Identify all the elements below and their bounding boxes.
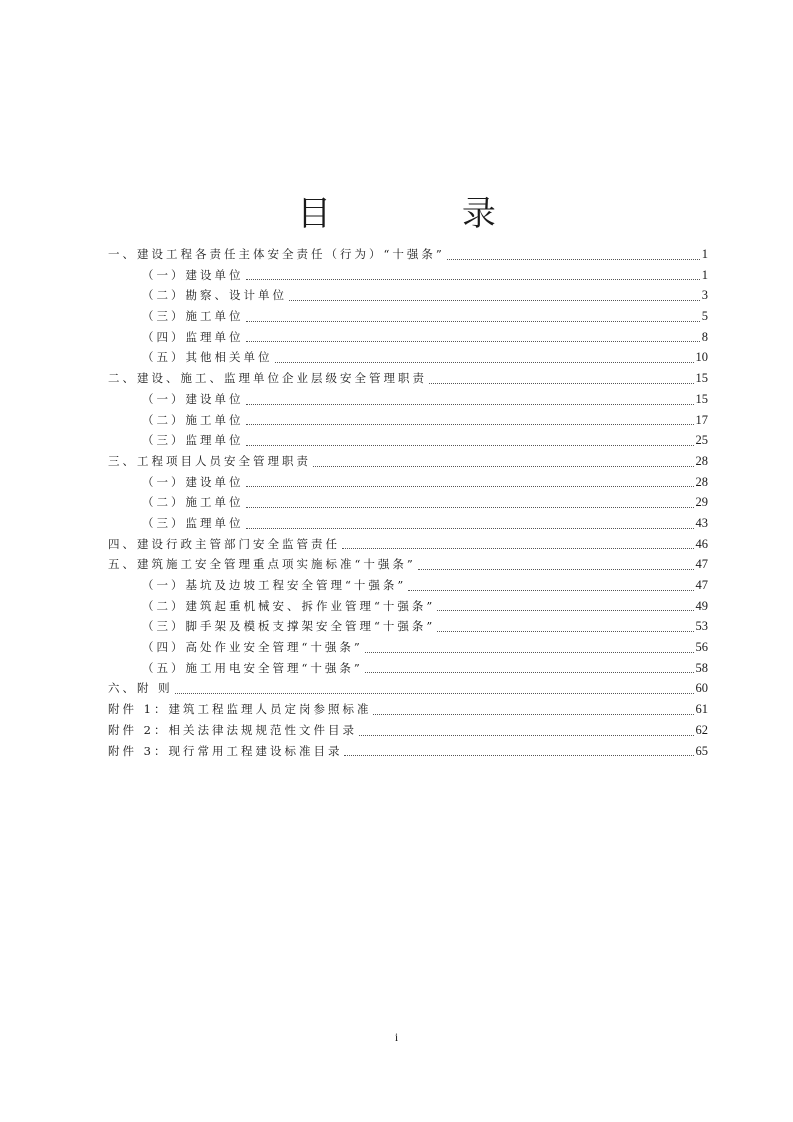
- toc-entry-page: 60: [695, 681, 708, 696]
- toc-entry[interactable]: [108, 287, 708, 308]
- dot-leader: [246, 444, 694, 446]
- toc-entry[interactable]: [108, 722, 708, 743]
- toc-entry-page: 43: [695, 515, 708, 530]
- dot-leader: [418, 568, 694, 570]
- dot-leader: [246, 320, 700, 322]
- dot-leader: [175, 692, 694, 694]
- toc-entry[interactable]: [108, 743, 708, 764]
- toc-entry-title: （二）建筑起重机械安、拆作业管理“十强条”: [142, 598, 436, 613]
- toc-entry[interactable]: [108, 556, 708, 577]
- toc-entry-title: （三）施工单位: [142, 309, 244, 324]
- toc-entry-page: 5: [701, 309, 708, 324]
- table-of-contents: [108, 246, 708, 763]
- toc-entry[interactable]: [108, 370, 708, 391]
- toc-entry-title: （一）基坑及边坡工程安全管理“十强条”: [142, 578, 407, 592]
- toc-entry-title: 三、工程项目人员安全管理职责: [108, 453, 311, 468]
- toc-entry[interactable]: [108, 598, 708, 619]
- toc-entry[interactable]: [108, 391, 708, 412]
- dot-leader: [246, 340, 700, 342]
- dot-leader: [342, 547, 694, 549]
- toc-entry[interactable]: [108, 308, 708, 329]
- toc-entry-page: 49: [695, 598, 708, 613]
- toc-entry-title: 五、建筑施工安全管理重点项实施标准“十强条”: [108, 557, 416, 572]
- toc-entry-title: （三）监理单位: [142, 433, 244, 448]
- toc-entry-title: 附件 1：建筑工程监理人员定岗参照标准: [108, 702, 372, 717]
- dot-leader: [429, 382, 694, 384]
- toc-entry-title: （二）施工单位: [142, 412, 244, 427]
- toc-entry-title: （一）建设单位: [142, 474, 244, 489]
- toc-entry-page: 28: [695, 453, 708, 468]
- toc-entry-page: 46: [695, 536, 708, 551]
- toc-entry-title: （四）监理单位: [142, 329, 244, 344]
- toc-entry-page: 25: [695, 433, 708, 448]
- toc-entry-title: （一）建设单位: [142, 391, 244, 406]
- dot-leader: [313, 465, 694, 467]
- dot-leader: [246, 278, 700, 280]
- toc-entry-title: 二、建设、施工、监理单位企业层级安全管理职责: [108, 371, 427, 386]
- toc-entry[interactable]: [108, 577, 708, 598]
- toc-entry[interactable]: [108, 474, 708, 495]
- toc-entry-page: 62: [695, 722, 708, 737]
- page-number: i: [394, 1030, 399, 1044]
- toc-entry[interactable]: [108, 680, 708, 701]
- toc-entry-page: 65: [695, 743, 708, 758]
- dot-leader: [246, 403, 694, 405]
- toc-entry-title: 附件 2：相关法律法规规范性文件目录: [108, 722, 357, 737]
- toc-entry[interactable]: [108, 412, 708, 433]
- toc-entry-page: 8: [701, 329, 708, 344]
- toc-entry-page: 53: [695, 619, 708, 634]
- dot-leader: [408, 589, 693, 591]
- toc-entry-title: （四）高处作业安全管理“十强条”: [142, 640, 363, 655]
- toc-entry-title: （三）脚手架及模板支撑架安全管理“十强条”: [142, 619, 436, 634]
- dot-leader: [373, 713, 693, 715]
- page-title: 目 录: [297, 194, 556, 234]
- toc-entry-page: 56: [695, 640, 708, 655]
- toc-entry[interactable]: [108, 494, 708, 515]
- toc-entry-title: 四、建设行政主管部门安全监管责任: [108, 536, 340, 551]
- toc-entry[interactable]: [108, 536, 708, 557]
- toc-entry[interactable]: [108, 453, 708, 474]
- toc-entry-page: 29: [695, 495, 708, 510]
- toc-entry-page: 1: [701, 267, 708, 282]
- dot-leader: [437, 609, 693, 611]
- toc-entry[interactable]: [108, 432, 708, 453]
- toc-entry-page: 15: [695, 371, 708, 386]
- dot-leader: [246, 485, 694, 487]
- toc-entry-page: 61: [695, 702, 708, 717]
- toc-entry[interactable]: [108, 660, 708, 681]
- toc-entry-title: （二）施工单位: [142, 495, 244, 510]
- toc-entry-title: （一）建设单位: [142, 267, 244, 282]
- toc-entry[interactable]: [108, 639, 708, 660]
- dot-leader: [344, 754, 693, 756]
- toc-entry-page: 47: [695, 557, 708, 572]
- toc-entry-page: 1: [701, 247, 708, 261]
- toc-entry[interactable]: [108, 267, 708, 288]
- dot-leader: [365, 651, 694, 653]
- toc-entry-title: 附件 3：现行常用工程建设标准目录: [108, 743, 343, 758]
- dot-leader: [359, 734, 694, 736]
- dot-leader: [289, 299, 700, 301]
- toc-entry[interactable]: [108, 701, 708, 722]
- toc-entry-title: （二）勘察、设计单位: [142, 288, 287, 303]
- toc-entry-title: （三）监理单位: [142, 515, 244, 530]
- toc-entry-page: 28: [695, 474, 708, 489]
- toc-entry-title: 六、附 则: [108, 681, 173, 696]
- toc-entry-page: 15: [695, 391, 708, 406]
- toc-entry-page: 17: [695, 412, 708, 427]
- dot-leader: [365, 671, 694, 673]
- dot-leader: [246, 527, 694, 529]
- toc-entry[interactable]: [108, 329, 708, 350]
- dot-leader: [447, 258, 700, 260]
- toc-entry-page: 58: [695, 660, 708, 675]
- dot-leader: [246, 506, 694, 508]
- toc-entry-page: 10: [695, 350, 708, 365]
- toc-entry-title: 一、建设工程各责任主体安全责任（行为）“十强条”: [108, 247, 445, 261]
- toc-entry-page: 47: [695, 578, 708, 592]
- dot-leader: [437, 630, 693, 632]
- toc-entry-page: 3: [701, 288, 708, 303]
- toc-entry-title: （五）其他相关单位: [142, 350, 273, 365]
- toc-entry[interactable]: [108, 515, 708, 536]
- toc-entry[interactable]: [108, 349, 708, 370]
- toc-entry-title: （五）施工用电安全管理“十强条”: [142, 660, 363, 675]
- toc-entry[interactable]: [108, 246, 708, 267]
- dot-leader: [275, 361, 694, 363]
- dot-leader: [246, 423, 694, 425]
- toc-entry[interactable]: [108, 618, 708, 639]
